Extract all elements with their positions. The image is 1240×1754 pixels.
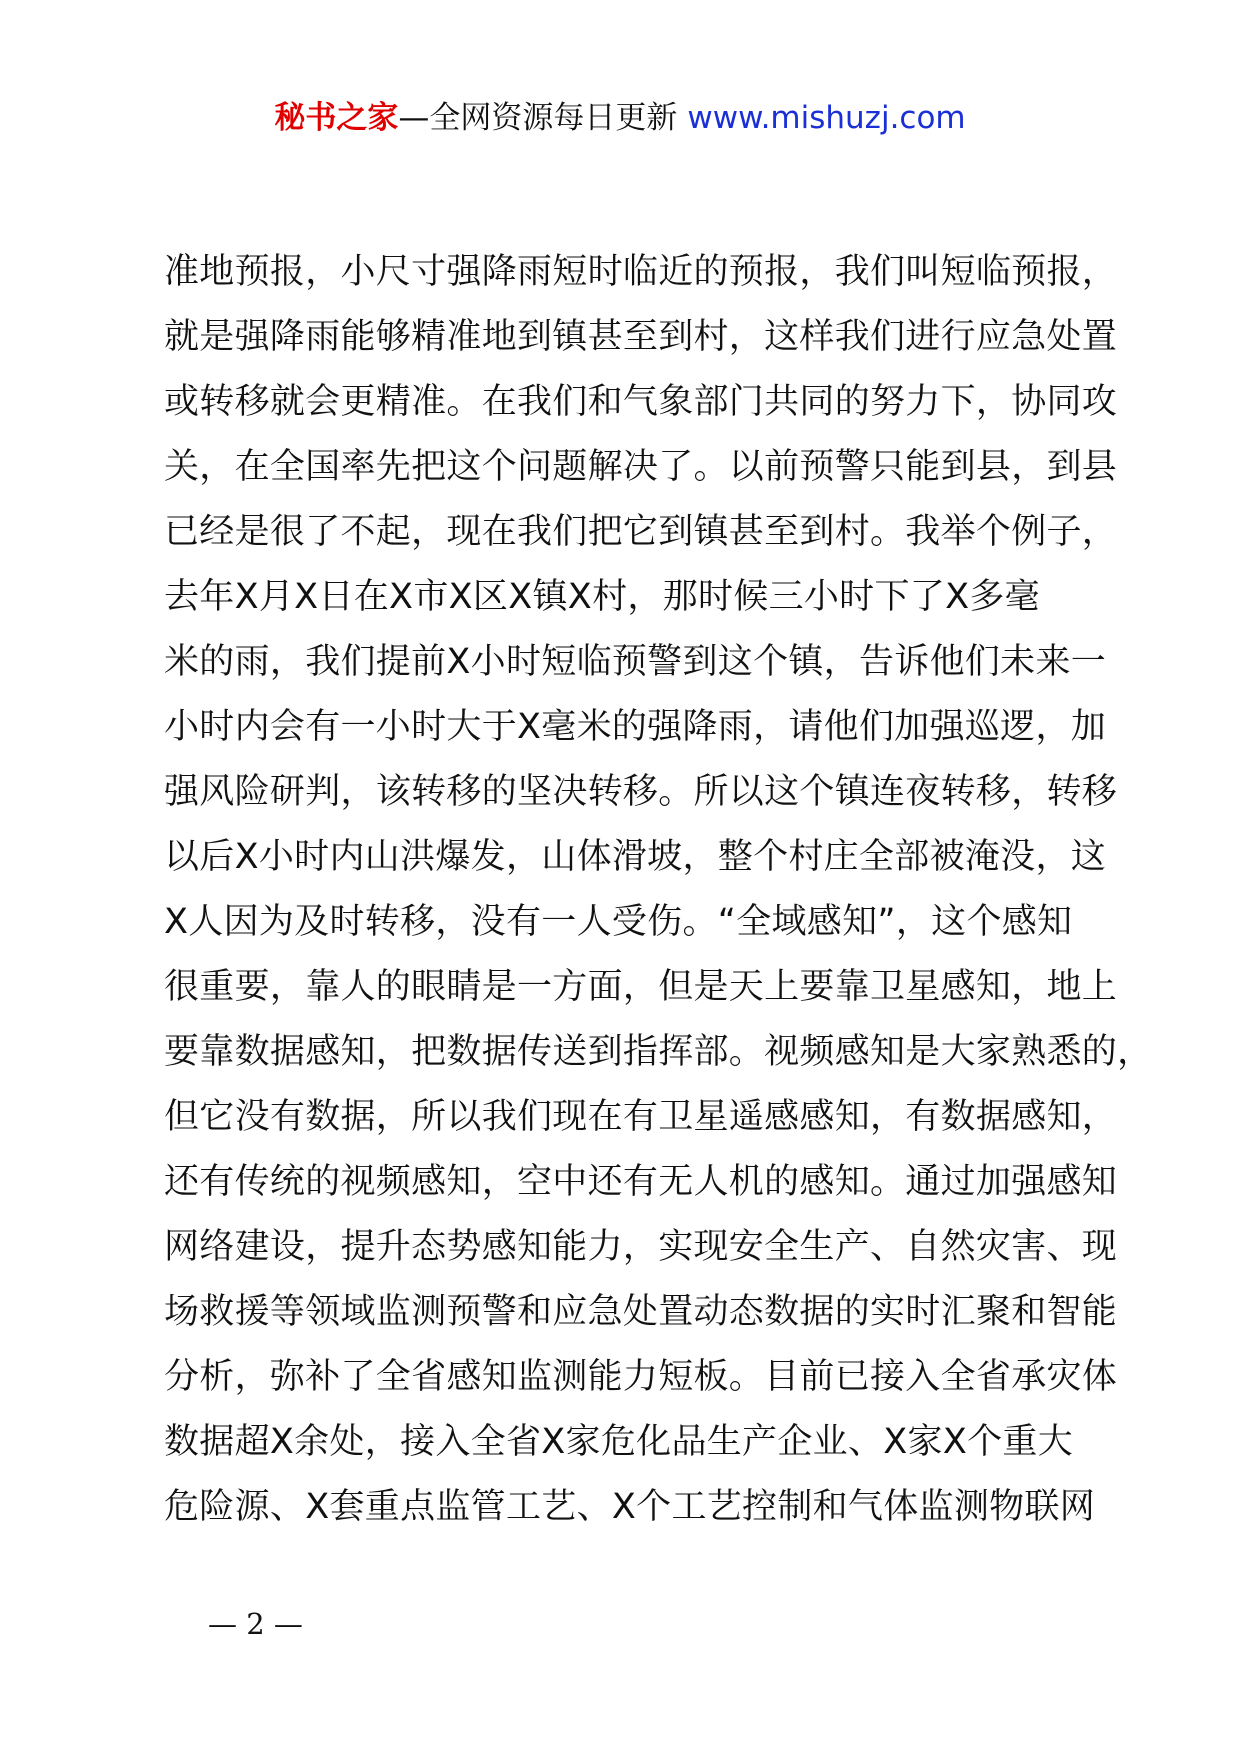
text-line: 以后X小时内山洪爆发，山体滑坡，整个村庄全部被淹没，这: [164, 837, 1107, 877]
text-line: 强风险研判，该转移的坚决转移。所以这个镇连夜转移，转移: [164, 772, 1118, 812]
text-line: 或转移就会更精准。在我们和气象部门共同的努力下，协同攻: [164, 382, 1118, 422]
text-line: 危险源、X套重点监管工艺、X个工艺控制和气体监测物联网: [164, 1487, 1096, 1527]
text-line: 但它没有数据，所以我们现在有卫星遥感感知，有数据感知，: [164, 1097, 1118, 1137]
brand-name: 秘书之家: [274, 100, 399, 136]
website-link[interactable]: www.mishuzj.com: [687, 100, 966, 136]
text-line: 网络建设，提升态势感知能力，实现安全生产、自然灾害、现: [164, 1227, 1118, 1267]
text-line: 准地预报，小尺寸强降雨短时临近的预报，我们叫短临预报，: [164, 252, 1118, 292]
header-slogan: —全网资源每日更新: [398, 100, 678, 136]
text-line: 很重要，靠人的眼睛是一方面，但是天上要靠卫星感知，地上: [164, 967, 1118, 1007]
text-line: 还有传统的视频感知，空中还有无人机的感知。通过加强感知: [164, 1162, 1118, 1202]
text-line: 关，在全国率先把这个问题解决了。以前预警只能到县，到县: [164, 447, 1118, 487]
page-number: — 2 —: [208, 1607, 303, 1641]
text-line: 分析，弥补了全省感知监测能力短板。目前已接入全省承灾体: [164, 1357, 1118, 1397]
body-paragraph: [164, 240, 1153, 1540]
page-header: [0, 98, 1240, 138]
text-line: 米的雨，我们提前X小时短临预警到这个镇，告诉他们未来一: [164, 642, 1107, 682]
text-line: 已经是很了不起，现在我们把它到镇甚至到村。我举个例子，: [164, 512, 1118, 552]
text-line: 小时内会有一小时大于X毫米的强降雨，请他们加强巡逻，加: [164, 707, 1107, 747]
text-line: X人因为及时转移，没有一人受伤。“全域感知”，这个感知: [164, 902, 1073, 942]
text-line: 去年X月X日在X市X区X镇X村，那时候三小时下了X多毫: [164, 577, 1040, 617]
text-line: 数据超X余处，接入全省X家危化品生产企业、X家X个重大: [164, 1422, 1074, 1462]
text-line: 场救援等领域监测预警和应急处置动态数据的实时汇聚和智能: [164, 1292, 1118, 1332]
text-line: 要靠数据感知，把数据传送到指挥部。视频感知是大家熟悉的，: [164, 1032, 1153, 1072]
text-line: 就是强降雨能够精准地到镇甚至到村，这样我们进行应急处置: [164, 317, 1118, 357]
